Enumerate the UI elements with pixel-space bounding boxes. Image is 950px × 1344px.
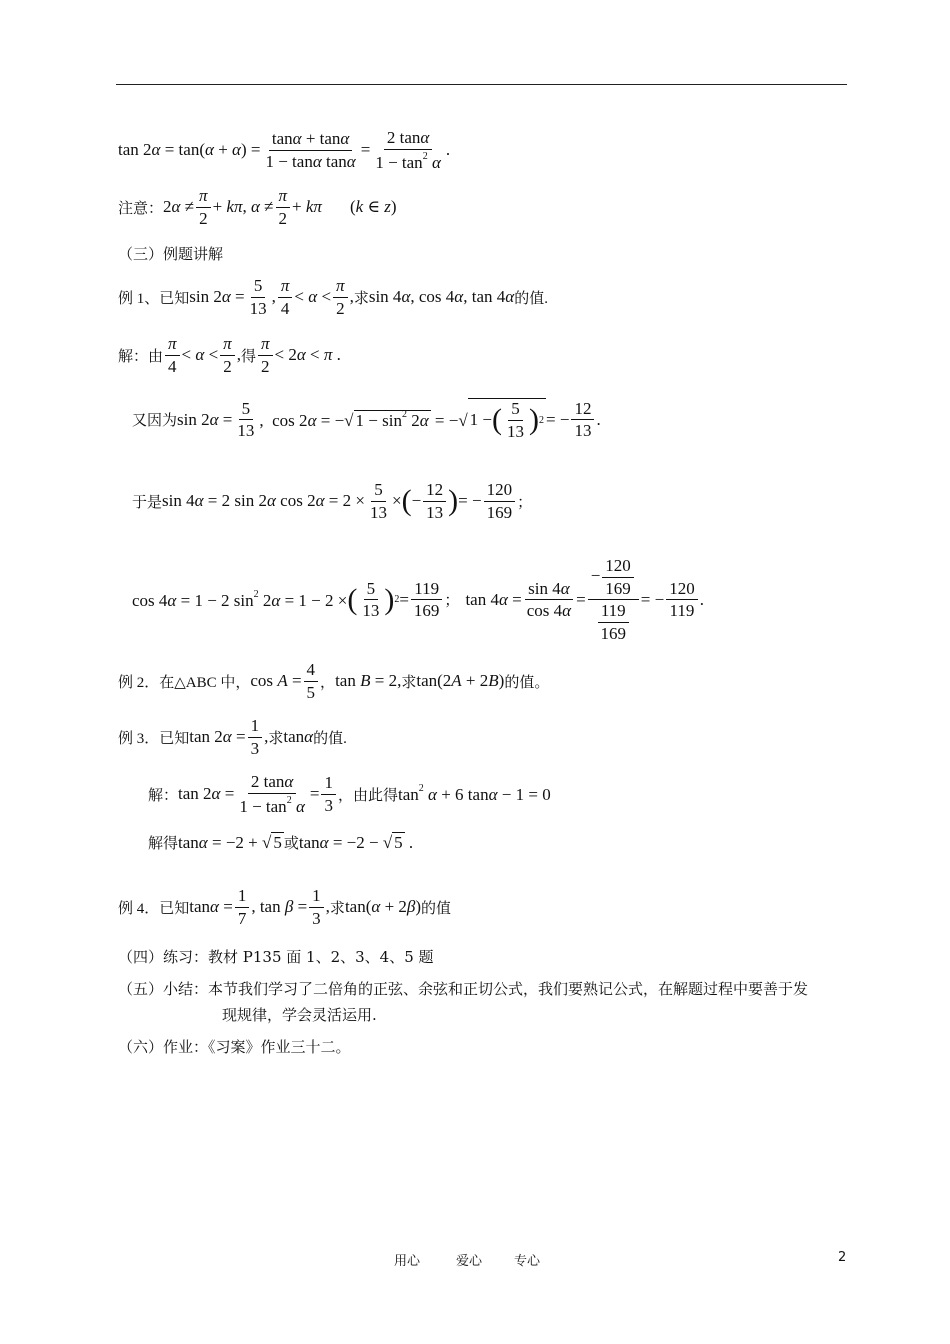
example-1-solution-step-1: 解：由 $\frac{\pi}{4}$ < α < $\frac{\pi}{2}$ , 得 $\frac{\pi}{2}$ < 2α < π . — [118, 334, 341, 376]
tan-double-angle-formula: tan 2α = tan(α + α) = $\frac{\tan\alpha + \tan\alpha}{\text{1 − tanα tanα}}$ = $\frac{2 \tan\alpha}{1 - \tan^2 \alpha}$ . — [118, 128, 451, 172]
example-4-statement: 例 4．已知 tanα = $\frac{1}{7}$ , tan β = $\frac{1}{3}$ , 求 tan(α + 2β) 的值 — [118, 886, 452, 928]
footer-left: 用心 — [394, 1254, 421, 1269]
example-1-statement: 例 1、已知 sin 2α = $\frac{5}{13}$ , $\frac{\pi}{4}$ < α < $\frac{\pi}{2}$ , 求 sin 4α, cos 4α, tan 4α 的值. — [118, 276, 548, 318]
example-3-solution-step-1: 解： tan 2α = $\frac{2 \tan\alpha}{1 - \tan^2 \alpha}$ = $\frac{1}{3}$ ， 由此得 $\tan^2 \alpha + 6$ tanα − 1 = 0 — [148, 772, 551, 816]
summary-line-2: 现规律，学会灵活运用. — [222, 1006, 377, 1024]
heading-examples: （三）例题讲解 — [118, 245, 224, 263]
summary-line-1: （五）小结：本节我们学习了二倍角的正弦、余弦和正切公式，我们要熟记公式，在解题过程中要善于发 — [118, 980, 809, 998]
note-label: 注意： — [118, 200, 164, 217]
page-number: 2 — [838, 1250, 847, 1265]
example-2-statement: 例 2．在△ABC 中， cos A = $\frac{4}{5}$ ， tan B = 2, 求 tan(2A + 2B) 的值。 — [118, 660, 550, 702]
example-1-solution-step-2: 又因为 sin 2α = $\frac{5}{13}$ , cos 2α = −√ $1 - \sin^2 2\alpha$ = −√ 1 − ( $\frac{5}{13}$ ) 2 = − $\frac{12}{13}$ . — [132, 398, 601, 441]
heading-practice: （四）练习：教材 P135 面 1、2、3、4、5 题 — [118, 948, 434, 966]
note-line: 注意： 2α ≠ $\frac{\pi}{2}$ + kπ, α ≠ $\frac{\pi}{2}$ + kπ (k ∈ z) — [118, 186, 397, 228]
homework-line: （六）作业：《习案》作业三十二。 — [118, 1038, 351, 1056]
example-3-solution-step-2: 解得 tanα = −2 + √ 5 或 tanα = −2 − √ 5 . — [148, 832, 414, 852]
header-rule — [116, 84, 847, 85]
example-3-statement: 例 3．已知 tan 2α = $\frac{1}{3}$ , 求 tanα 的值. — [118, 716, 347, 758]
example-1-solution-step-4: cos 4α = 1 − 2 $\sin^2 2\alpha = 1 - 2$ × ( $\frac{5}{13}$ ) 2 = $\frac{119}{169}$ ； tan 4α = $\frac{\sin 4\alpha}{\cos 4\alpha}$ = − $\frac{120}{169}$ $\frac{119}{169}$ = − $\frac{120}{119}$ . — [132, 556, 704, 643]
example-1-solution-step-3: 于是 sin 4α = 2 sin 2α cos 2α = 2 × $\frac{5}{13}$ × ( − $\frac{12}{13}$ ) = − $\frac{120}{169}$ ； — [132, 480, 533, 522]
footer-mid: 爱心 — [456, 1254, 483, 1269]
footer-right: 专心 — [514, 1254, 541, 1269]
